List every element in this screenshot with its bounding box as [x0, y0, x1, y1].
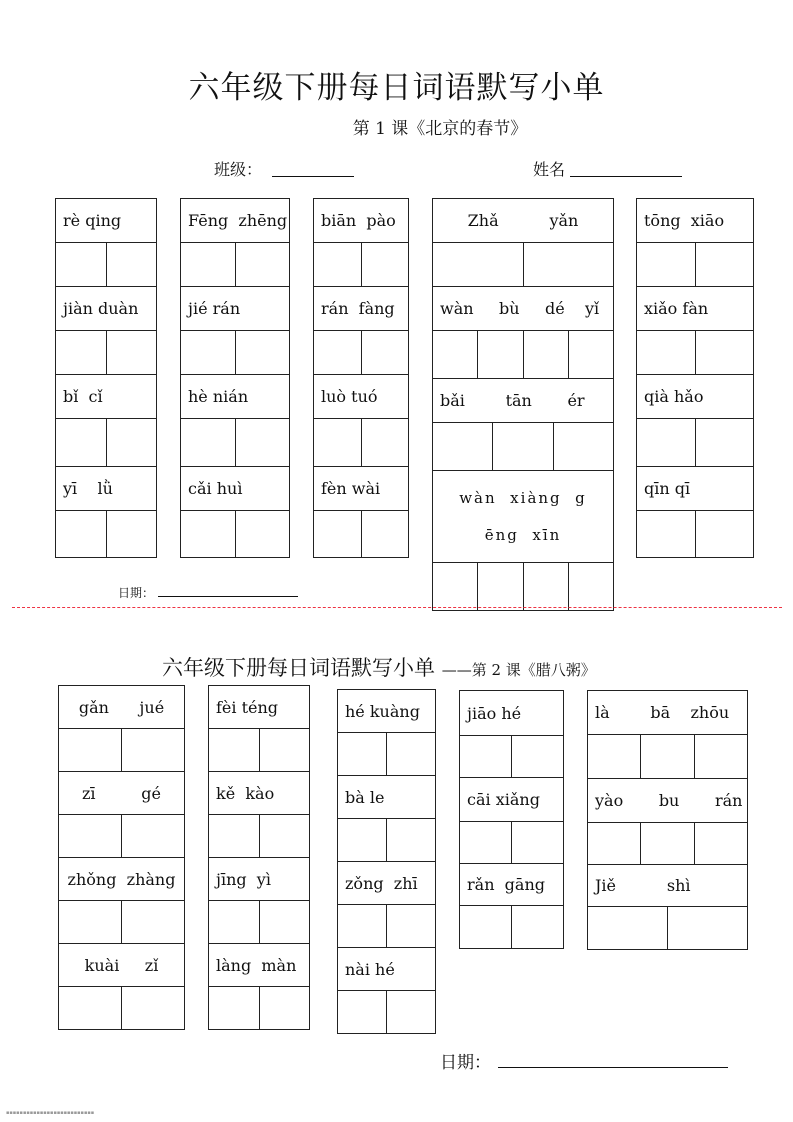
- character-box[interactable]: [554, 423, 613, 470]
- writing-boxes: [181, 331, 289, 375]
- pinyin-label: zhǒng zhàng: [59, 858, 184, 901]
- character-box[interactable]: [387, 819, 435, 861]
- pinyin-label: [433, 471, 613, 563]
- character-box[interactable]: [641, 823, 694, 864]
- pinyin-label: bǐ cǐ: [56, 375, 156, 419]
- character-box[interactable]: [59, 987, 122, 1029]
- writing-boxes: [209, 901, 309, 944]
- character-box[interactable]: [696, 331, 754, 374]
- writing-boxes: [209, 987, 309, 1029]
- pinyin-label: yào bu rán: [588, 779, 747, 823]
- character-box[interactable]: [362, 419, 409, 466]
- character-box[interactable]: [387, 733, 435, 775]
- pinyin-label: nài hé: [338, 948, 435, 991]
- writing-boxes: [314, 511, 408, 557]
- writing-boxes: [56, 511, 156, 557]
- pinyin-label: jīng yì: [209, 858, 309, 901]
- pinyin-label: Zhǎ yǎn: [433, 199, 613, 243]
- character-box[interactable]: [524, 331, 569, 378]
- character-box[interactable]: [236, 511, 290, 557]
- section2-word-column-5: [587, 690, 748, 950]
- section2-word-column-2: [208, 685, 310, 1030]
- pinyin-label: rǎn gāng: [460, 864, 563, 906]
- pinyin-label: Fēng zhēng: [181, 199, 289, 243]
- writing-boxes: [433, 243, 613, 287]
- class-label: 班级：: [214, 160, 263, 179]
- section1-word-column-1: [55, 198, 157, 558]
- character-box[interactable]: [209, 901, 260, 943]
- character-box[interactable]: [236, 243, 290, 286]
- writing-boxes: [59, 987, 184, 1029]
- pinyin-label: cāi xiǎng: [460, 778, 563, 822]
- worksheet-title-2-text: 六年级下册每日词语默写小单: [162, 656, 435, 680]
- character-box[interactable]: [59, 901, 122, 943]
- character-box[interactable]: [387, 905, 435, 947]
- section1-word-column-5: [636, 198, 754, 558]
- character-box[interactable]: [460, 822, 512, 863]
- character-box[interactable]: [696, 419, 754, 466]
- character-box[interactable]: [696, 511, 754, 557]
- writing-boxes: [56, 243, 156, 287]
- writing-boxes: [588, 823, 747, 865]
- writing-boxes: [314, 243, 408, 287]
- character-box[interactable]: [637, 243, 696, 286]
- character-box[interactable]: [314, 331, 362, 374]
- character-box[interactable]: [695, 735, 747, 778]
- character-box[interactable]: [122, 729, 184, 771]
- character-box[interactable]: [637, 331, 696, 374]
- character-box[interactable]: [122, 815, 184, 857]
- pinyin-label: fèi téng: [209, 686, 309, 729]
- pinyin-label: gǎn jué: [59, 686, 184, 729]
- pinyin-label: biān pào: [314, 199, 408, 243]
- character-box[interactable]: [314, 243, 362, 286]
- writing-boxes: [433, 331, 613, 379]
- class-field[interactable]: [272, 158, 354, 177]
- character-box[interactable]: [433, 331, 478, 378]
- pinyin-label: kě kào: [209, 772, 309, 815]
- character-box[interactable]: [260, 987, 310, 1029]
- character-box[interactable]: [362, 243, 409, 286]
- section1-word-column-2: [180, 198, 290, 558]
- character-box[interactable]: [314, 511, 362, 557]
- character-box[interactable]: [209, 987, 260, 1029]
- character-box[interactable]: [181, 331, 236, 374]
- character-box[interactable]: [569, 331, 613, 378]
- character-box[interactable]: [338, 905, 387, 947]
- character-box[interactable]: [107, 331, 157, 374]
- section1-word-column-3: [313, 198, 409, 558]
- pinyin-label: fèn wài: [314, 467, 408, 511]
- character-box[interactable]: [56, 331, 107, 374]
- character-box[interactable]: [695, 823, 747, 864]
- character-box[interactable]: [588, 823, 641, 864]
- character-box[interactable]: [588, 907, 668, 949]
- character-box[interactable]: [56, 511, 107, 557]
- character-box[interactable]: [433, 563, 478, 610]
- writing-boxes: [59, 729, 184, 772]
- section1-word-column-4: [432, 198, 614, 611]
- character-box[interactable]: [460, 736, 512, 777]
- character-box[interactable]: [314, 419, 362, 466]
- character-box[interactable]: [181, 243, 236, 286]
- date-label: 日期：: [118, 586, 155, 600]
- character-box[interactable]: [107, 419, 157, 466]
- character-box[interactable]: [512, 906, 563, 948]
- date-label-2: 日期：: [440, 1053, 491, 1073]
- pinyin-label: kuài zǐ: [59, 944, 184, 987]
- character-box[interactable]: [107, 243, 157, 286]
- pinyin-label: jiāo hé: [460, 691, 563, 736]
- character-box[interactable]: [696, 243, 754, 286]
- writing-boxes: [637, 243, 753, 287]
- character-box[interactable]: [478, 563, 523, 610]
- pinyin-label: tōng xiāo: [637, 199, 753, 243]
- character-box[interactable]: [338, 819, 387, 861]
- character-box[interactable]: [107, 511, 157, 557]
- character-box[interactable]: [260, 815, 310, 857]
- worksheet-title: 六年级下册每日词语默写小单: [188, 70, 605, 106]
- character-box[interactable]: [524, 563, 569, 610]
- pinyin-label: bǎi tān ér: [433, 379, 613, 423]
- writing-boxes: [588, 735, 747, 779]
- character-box[interactable]: [59, 815, 122, 857]
- character-box[interactable]: [433, 423, 493, 470]
- character-box[interactable]: [512, 736, 563, 777]
- name-field[interactable]: [570, 158, 682, 177]
- character-box[interactable]: [209, 729, 260, 771]
- pinyin-label: qīn qī: [637, 467, 753, 511]
- lesson-title-2: ——第 2 课《腊八粥》: [441, 661, 596, 679]
- writing-boxes: [314, 419, 408, 467]
- pinyin-label: xiǎo fàn: [637, 287, 753, 331]
- character-box[interactable]: [236, 331, 290, 374]
- writing-boxes: [460, 736, 563, 778]
- character-box[interactable]: [362, 331, 409, 374]
- pinyin-label: hé kuàng: [338, 690, 435, 733]
- character-box[interactable]: [209, 815, 260, 857]
- character-box[interactable]: [59, 729, 122, 771]
- writing-boxes: [338, 905, 435, 948]
- pinyin-label: hè nián: [181, 375, 289, 419]
- character-box[interactable]: [460, 906, 512, 948]
- writing-boxes: [181, 511, 289, 557]
- writing-boxes: [338, 733, 435, 776]
- character-box[interactable]: [524, 243, 614, 286]
- pinyin-line: wàn xiàng g: [459, 489, 587, 508]
- character-box[interactable]: [478, 331, 523, 378]
- pinyin-label: Jiě shì: [588, 865, 747, 907]
- character-box[interactable]: [338, 733, 387, 775]
- character-box[interactable]: [512, 822, 563, 863]
- pinyin-label: là bā zhōu: [588, 691, 747, 735]
- character-box[interactable]: [387, 991, 435, 1033]
- character-box[interactable]: [122, 901, 184, 943]
- character-box[interactable]: [122, 987, 184, 1029]
- writing-boxes: [460, 822, 563, 864]
- writing-boxes: [460, 906, 563, 948]
- lesson-title: 第 1 课《北京的春节》: [352, 119, 528, 139]
- character-box[interactable]: [181, 511, 236, 557]
- pinyin-label: luò tuó: [314, 375, 408, 419]
- pinyin-line: ēng xīn: [484, 525, 562, 544]
- pinyin-label: cǎi huì: [181, 467, 289, 511]
- writing-boxes: [338, 819, 435, 862]
- worksheet-title-2: [162, 652, 596, 682]
- section2-word-column-1: [58, 685, 185, 1030]
- character-box[interactable]: [641, 735, 694, 778]
- character-box[interactable]: [493, 423, 553, 470]
- writing-boxes: [314, 331, 408, 375]
- character-box[interactable]: [260, 729, 310, 771]
- writing-boxes: [209, 815, 309, 858]
- character-box[interactable]: [56, 419, 107, 466]
- writing-boxes: [637, 511, 753, 557]
- section2-word-column-4: [459, 690, 564, 949]
- character-box[interactable]: [236, 419, 290, 466]
- pinyin-label: zǒng zhī: [338, 862, 435, 905]
- character-box[interactable]: [569, 563, 613, 610]
- date-field-2[interactable]: [498, 1050, 728, 1068]
- character-box[interactable]: [668, 907, 747, 949]
- character-box[interactable]: [433, 243, 524, 286]
- writing-boxes: [56, 331, 156, 375]
- date-field[interactable]: [158, 580, 298, 597]
- pinyin-label: rán fàng: [314, 287, 408, 331]
- writing-boxes: [181, 419, 289, 467]
- pinyin-label: jié rán: [181, 287, 289, 331]
- writing-boxes: [588, 907, 747, 949]
- character-box[interactable]: [56, 243, 107, 286]
- character-box[interactable]: [637, 419, 696, 466]
- footer-mark: ▪▪▪▪▪▪▪▪▪▪▪▪▪▪▪▪▪▪▪▪▪▪▪▪▪▪: [6, 1110, 95, 1116]
- pinyin-label: jiàn duàn: [56, 287, 156, 331]
- character-box[interactable]: [588, 735, 641, 778]
- section2-word-column-3: [337, 689, 436, 1034]
- cut-line: [12, 607, 782, 608]
- character-box[interactable]: [362, 511, 409, 557]
- pinyin-label: zī gé: [59, 772, 184, 815]
- pinyin-label: yī lǜ: [56, 467, 156, 511]
- character-box[interactable]: [181, 419, 236, 466]
- writing-boxes: [59, 901, 184, 944]
- writing-boxes: [56, 419, 156, 467]
- writing-boxes: [209, 729, 309, 772]
- writing-boxes: [338, 991, 435, 1033]
- writing-boxes: [181, 243, 289, 287]
- pinyin-label: rè qing: [56, 199, 156, 243]
- character-box[interactable]: [637, 511, 696, 557]
- pinyin-label: bà le: [338, 776, 435, 819]
- writing-boxes: [637, 419, 753, 467]
- name-label: 姓名: [533, 160, 566, 179]
- writing-boxes: [637, 331, 753, 375]
- pinyin-label: làng màn: [209, 944, 309, 987]
- pinyin-label: qià hǎo: [637, 375, 753, 419]
- writing-boxes: [59, 815, 184, 858]
- character-box[interactable]: [338, 991, 387, 1033]
- writing-boxes: [433, 423, 613, 471]
- character-box[interactable]: [260, 901, 310, 943]
- writing-boxes: [433, 563, 613, 610]
- pinyin-label: wàn bù dé yǐ: [433, 287, 613, 331]
